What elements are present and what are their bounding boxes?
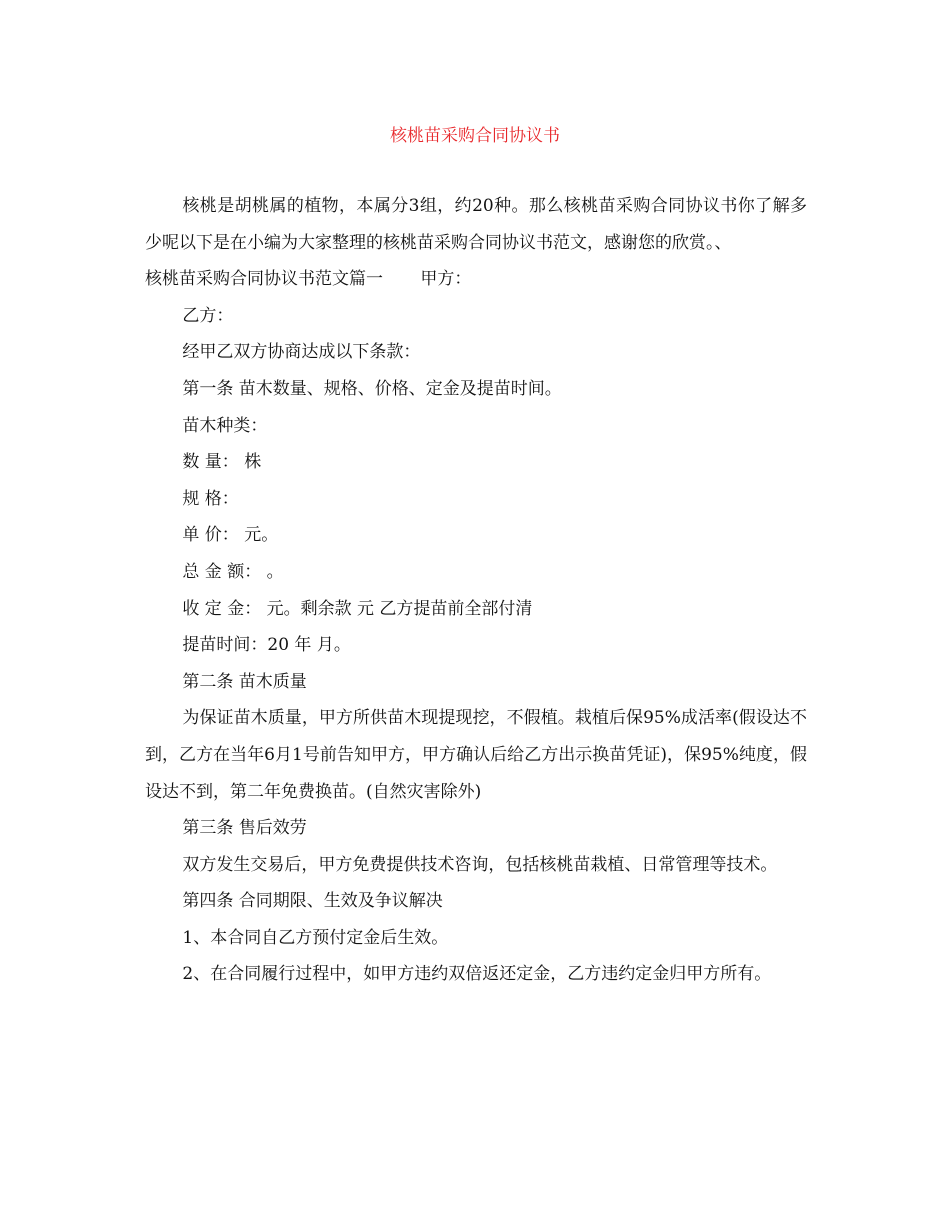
article-3-text: 双方发生交易后，甲方免费提供技术咨询，包括核桃苗栽植、日常管理等技术。: [182, 854, 778, 875]
article-4-heading: 第四条 合同期限、生效及争议解决: [182, 891, 443, 912]
article-1-heading: 第一条 苗木数量、规格、价格、定金及提苗时间。: [182, 378, 562, 399]
field-quantity: 数 量： 株: [182, 452, 262, 473]
document-body: [145, 188, 807, 993]
section-heading: 核桃苗采购合同协议书范文篇一: [145, 269, 383, 290]
field-species: 苗木种类：: [182, 415, 268, 436]
party-b-label: 乙方：: [182, 305, 234, 326]
field-spec: 规 格：: [182, 488, 239, 509]
section-heading-line: [145, 261, 807, 298]
article-4-item-2: 2、在合同履行过程中，如甲方违约双倍返还定金，乙方违约定金归甲方所有。: [182, 964, 772, 985]
article-3-heading: 第三条 售后效劳: [182, 818, 307, 839]
agreement-line: 经甲乙双方协商达成以下条款：: [182, 342, 421, 363]
party-a-label: 甲方：: [420, 269, 472, 290]
field-total: 总 金 额： 。: [182, 561, 284, 582]
intro-paragraph: 核桃是胡桃属的植物，本属分3组，约20种。那么核桃苗采购合同协议书你了解多少呢以下是在小编为大家整理的核桃苗采购合同协议书范文，感谢您的欣赏。、: [145, 196, 807, 253]
article-4-item-1: 1、本合同自乙方预付定金后生效。: [182, 927, 449, 948]
field-pickup-time: 提苗时间：20 年 月。: [182, 635, 351, 656]
document-title: 核桃苗采购合同协议书: [390, 126, 560, 146]
field-deposit: 收 定 金： 元。剩余款 元 乙方提苗前全部付清: [182, 598, 533, 619]
field-unit-price: 单 价： 元。: [182, 525, 279, 546]
article-2-heading: 第二条 苗木质量: [182, 671, 307, 692]
article-2-text: 为保证苗木质量，甲方所供苗木现提现挖，不假植。栽植后保95%成活率(假设达不到，乙方在当年6月1号前告知甲方，甲方确认后给乙方出示换苗凭证)，保95%纯度，假设达不到，第二年免费换苗。(自然灾害除外): [145, 708, 807, 802]
